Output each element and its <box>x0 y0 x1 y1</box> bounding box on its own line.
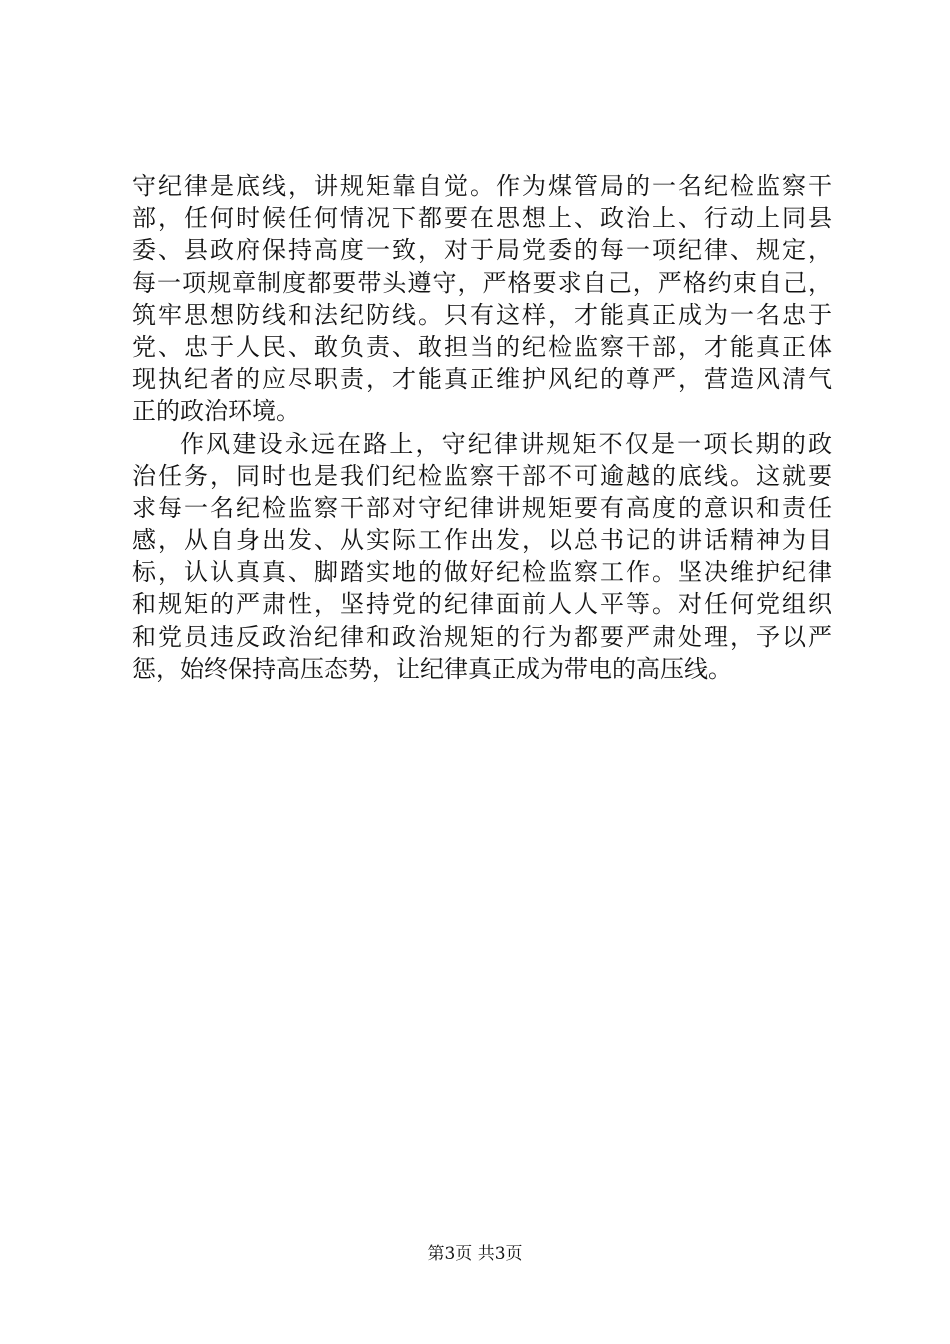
paragraph-2-line-5: 标，认认真真、脚踏实地的做好纪检监察工作。坚决维护纪律 <box>132 558 832 587</box>
paragraph-1-line-5: 筑牢思想防线和法纪防线。只有这样，才能真正成为一名忠于 <box>132 300 832 329</box>
paragraph-2-line-2: 治任务，同时也是我们纪检监察干部不可逾越的底线。这就要 <box>132 461 832 490</box>
paragraph-1-line-8: 正的政治环境。 <box>132 397 300 426</box>
paragraph-2-line-1: 作风建设永远在路上，守纪律讲规矩不仅是一项长期的政 <box>180 429 832 458</box>
paragraph-2-line-3: 求每一名纪检监察干部对守纪律讲规矩要有高度的意识和责任 <box>132 493 832 522</box>
paragraph-2-line-7: 和党员违反政治纪律和政治规矩的行为都要严肃处理，予以严 <box>132 622 832 651</box>
paragraph-2-line-6: 和规矩的严肃性，坚持党的纪律面前人人平等。对任何党组织 <box>132 590 832 619</box>
document-body <box>132 170 832 685</box>
page-footer <box>0 1243 950 1265</box>
paragraph-1-line-6: 党、忠于人民、敢负责、敢担当的纪检监察干部，才能真正体 <box>132 332 832 361</box>
paragraph-1-line-7: 现执纪者的应尽职责，才能真正维护风纪的尊严，营造风清气 <box>132 365 832 394</box>
paragraph-2-line-8: 惩，始终保持高压态势，让纪律真正成为带电的高压线。 <box>132 654 732 683</box>
page-number-label: 第3页 共3页 <box>427 1244 523 1264</box>
paragraph-1-line-1: 守纪律是底线，讲规矩靠自觉。作为煤管局的一名纪检监察干 <box>132 172 832 200</box>
paragraph-1-line-2: 部，任何时候任何情况下都要在思想上、政治上、行动上同县 <box>132 204 832 233</box>
paragraph-2-line-4: 感，从自身出发、从实际工作出发，以总书记的讲话精神为目 <box>132 526 832 555</box>
paragraph-1-line-4: 每一项规章制度都要带头遵守，严格要求自己，严格约束自己， <box>132 268 832 297</box>
paragraph-1-line-3: 委、县政府保持高度一致，对于局党委的每一项纪律、规定， <box>132 236 832 265</box>
